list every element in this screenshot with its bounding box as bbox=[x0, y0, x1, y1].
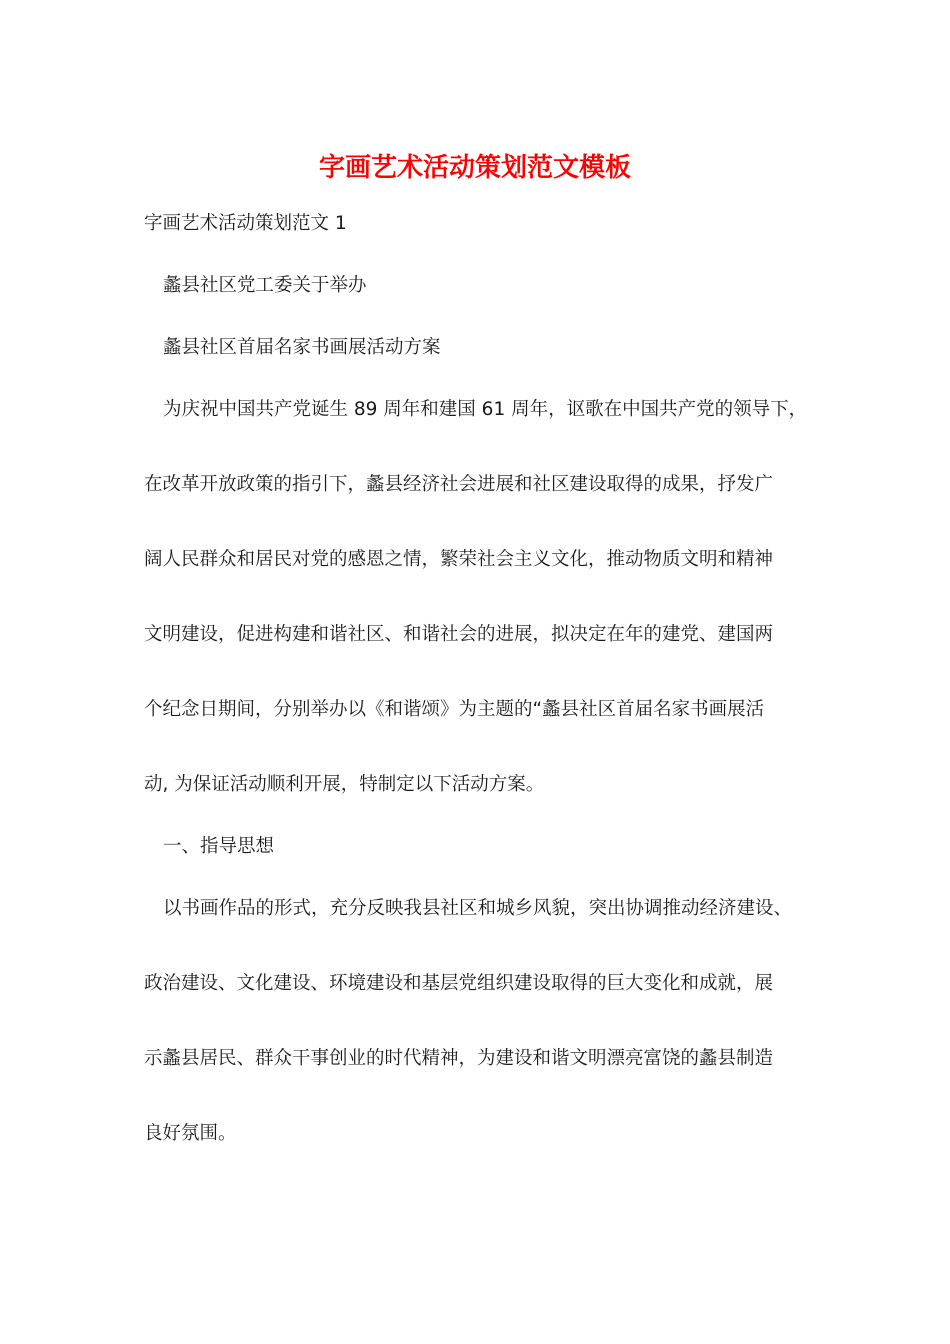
paragraph-line: 为庆祝中国共产党诞生 89 周年和建国 61 周年，讴歌在中国共产党的领导下， bbox=[163, 399, 808, 420]
section-heading: 字画艺术活动策划范文 1 bbox=[144, 213, 347, 234]
paragraph-line: 阔人民群众和居民对党的感恩之情，繁荣社会主义文化，推动物质文明和精神 bbox=[144, 549, 774, 570]
paragraph-line: 文明建设，促进构建和谐社区、和谐社会的进展，拟决定在年的建党、建国两 bbox=[144, 624, 774, 645]
paragraph-line: 示蠡县居民、群众干事创业的时代精神，为建设和谐文明漂亮富饶的蠡县制造 bbox=[144, 1048, 774, 1069]
section-heading: 一、指导思想 bbox=[163, 836, 275, 857]
paragraph-line: 蠡县社区首届名家书画展活动方案 bbox=[163, 337, 441, 358]
paragraph-line: 动, 为保证活动顺利开展，特制定以下活动方案。 bbox=[144, 774, 545, 795]
paragraph-line: 在改革开放政策的指引下，蠡县经济社会进展和社区建设取得的成果，抒发广 bbox=[144, 474, 774, 495]
paragraph-line: 蠡县社区党工委关于举办 bbox=[163, 275, 367, 296]
paragraph-line: 政治建设、文化建设、环境建设和基层党组织建设取得的巨大变化和成就，展 bbox=[144, 973, 774, 994]
document-title: 字画艺术活动策划范文模板 bbox=[318, 153, 631, 183]
paragraph-line: 个纪念日期间，分别举办以《和谐颂》为主题的“蠡县社区首届名家书画展活 bbox=[144, 699, 765, 720]
paragraph-line: 良好氛围。 bbox=[144, 1123, 237, 1144]
paragraph-line: 以书画作品的形式，充分反映我县社区和城乡风貌，突出协调推动经济建设、 bbox=[163, 898, 793, 919]
